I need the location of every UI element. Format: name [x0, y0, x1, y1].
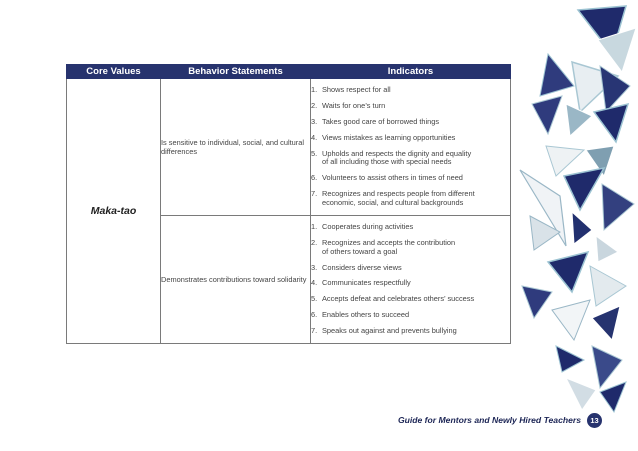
guide-title: Guide for Mentors and Newly Hired Teachers — [397, 415, 581, 425]
indicator-item — [311, 295, 510, 304]
indicator-item — [311, 327, 510, 336]
behavior-statement-cell: Demonstrates contributions toward solidarity — [161, 215, 311, 343]
indicator-item — [311, 134, 510, 143]
table-row — [67, 79, 511, 216]
indicator-item — [311, 311, 510, 320]
indicator-text: Enables others to succeed — [322, 310, 410, 320]
indicator-text: Waits for one’s turn — [322, 100, 386, 110]
header-indicators: Indicators — [311, 65, 511, 79]
indicator-number: 1. — [311, 221, 318, 231]
indicator-number: 1. — [311, 85, 318, 94]
table-header-row — [67, 65, 511, 79]
indicator-text-block — [322, 239, 510, 257]
indicator-list — [311, 223, 510, 336]
indicator-number: 4. — [311, 278, 318, 288]
indicators-cell — [311, 215, 511, 343]
indicator-item — [311, 86, 510, 95]
indicator-text: Views mistakes as learning opportunities — [322, 132, 456, 142]
indicator-number: 5. — [311, 148, 318, 158]
indicator-text-block — [322, 190, 510, 208]
indicator-text: Considers diverse views — [322, 262, 402, 272]
indicator-text: Cooperates during activities — [322, 221, 414, 231]
indicator-list — [311, 86, 510, 208]
core-values-table — [66, 64, 511, 344]
core-value-cell: Maka-tao — [67, 79, 161, 344]
indicator-text-continued: economic, social, and cultural backgrounds — [322, 198, 464, 207]
indicator-number: 6. — [311, 310, 318, 320]
indicator-text: Speaks out against and prevents bullying — [322, 326, 457, 335]
indicator-item — [311, 223, 510, 232]
indicator-number: 2. — [311, 100, 318, 110]
indicator-item — [311, 239, 510, 257]
indicator-item — [311, 190, 510, 208]
indicator-number: 4. — [311, 132, 318, 142]
indicator-number: 2. — [311, 237, 318, 247]
indicator-item — [311, 118, 510, 127]
indicator-item — [311, 264, 510, 273]
indicator-number: 7. — [311, 326, 318, 335]
indicator-item — [311, 279, 510, 288]
indicator-number: 6. — [311, 173, 318, 183]
indicator-number: 7. — [311, 189, 318, 199]
indicator-item — [311, 150, 510, 168]
indicator-text-continued: of others toward a goal — [322, 246, 398, 256]
behavior-statement-cell: Is sensitive to individual, social, and cultural differences — [161, 79, 311, 216]
header-core-values: Core Values — [67, 65, 161, 79]
indicator-text: Upholds and respects the dignity and equality — [322, 148, 472, 158]
indicator-text: Recognizes and accepts the contribution — [322, 237, 456, 247]
indicators-cell — [311, 79, 511, 216]
indicator-text: Volunteers to assist others in times of need — [322, 173, 463, 183]
indicator-text-block — [322, 150, 510, 168]
indicator-text: Recognizes and respects people from different — [322, 189, 475, 199]
indicator-number: 3. — [311, 262, 318, 272]
indicator-item — [311, 174, 510, 183]
page-footer — [398, 412, 602, 428]
indicator-text: Shows respect for all — [322, 85, 391, 94]
indicator-number: 5. — [311, 294, 318, 304]
indicator-text: Communicates respectfully — [322, 278, 411, 288]
indicator-number: 3. — [311, 116, 318, 126]
indicator-text: Accepts defeat and celebrates others’ success — [322, 294, 475, 304]
header-behavior-statements: Behavior Statements — [161, 65, 311, 79]
indicator-text-continued: of all including those with special needs — [322, 157, 452, 167]
indicator-text: Takes good care of borrowed things — [322, 116, 440, 126]
page-number-badge: 13 — [587, 413, 602, 428]
indicator-item — [311, 102, 510, 111]
